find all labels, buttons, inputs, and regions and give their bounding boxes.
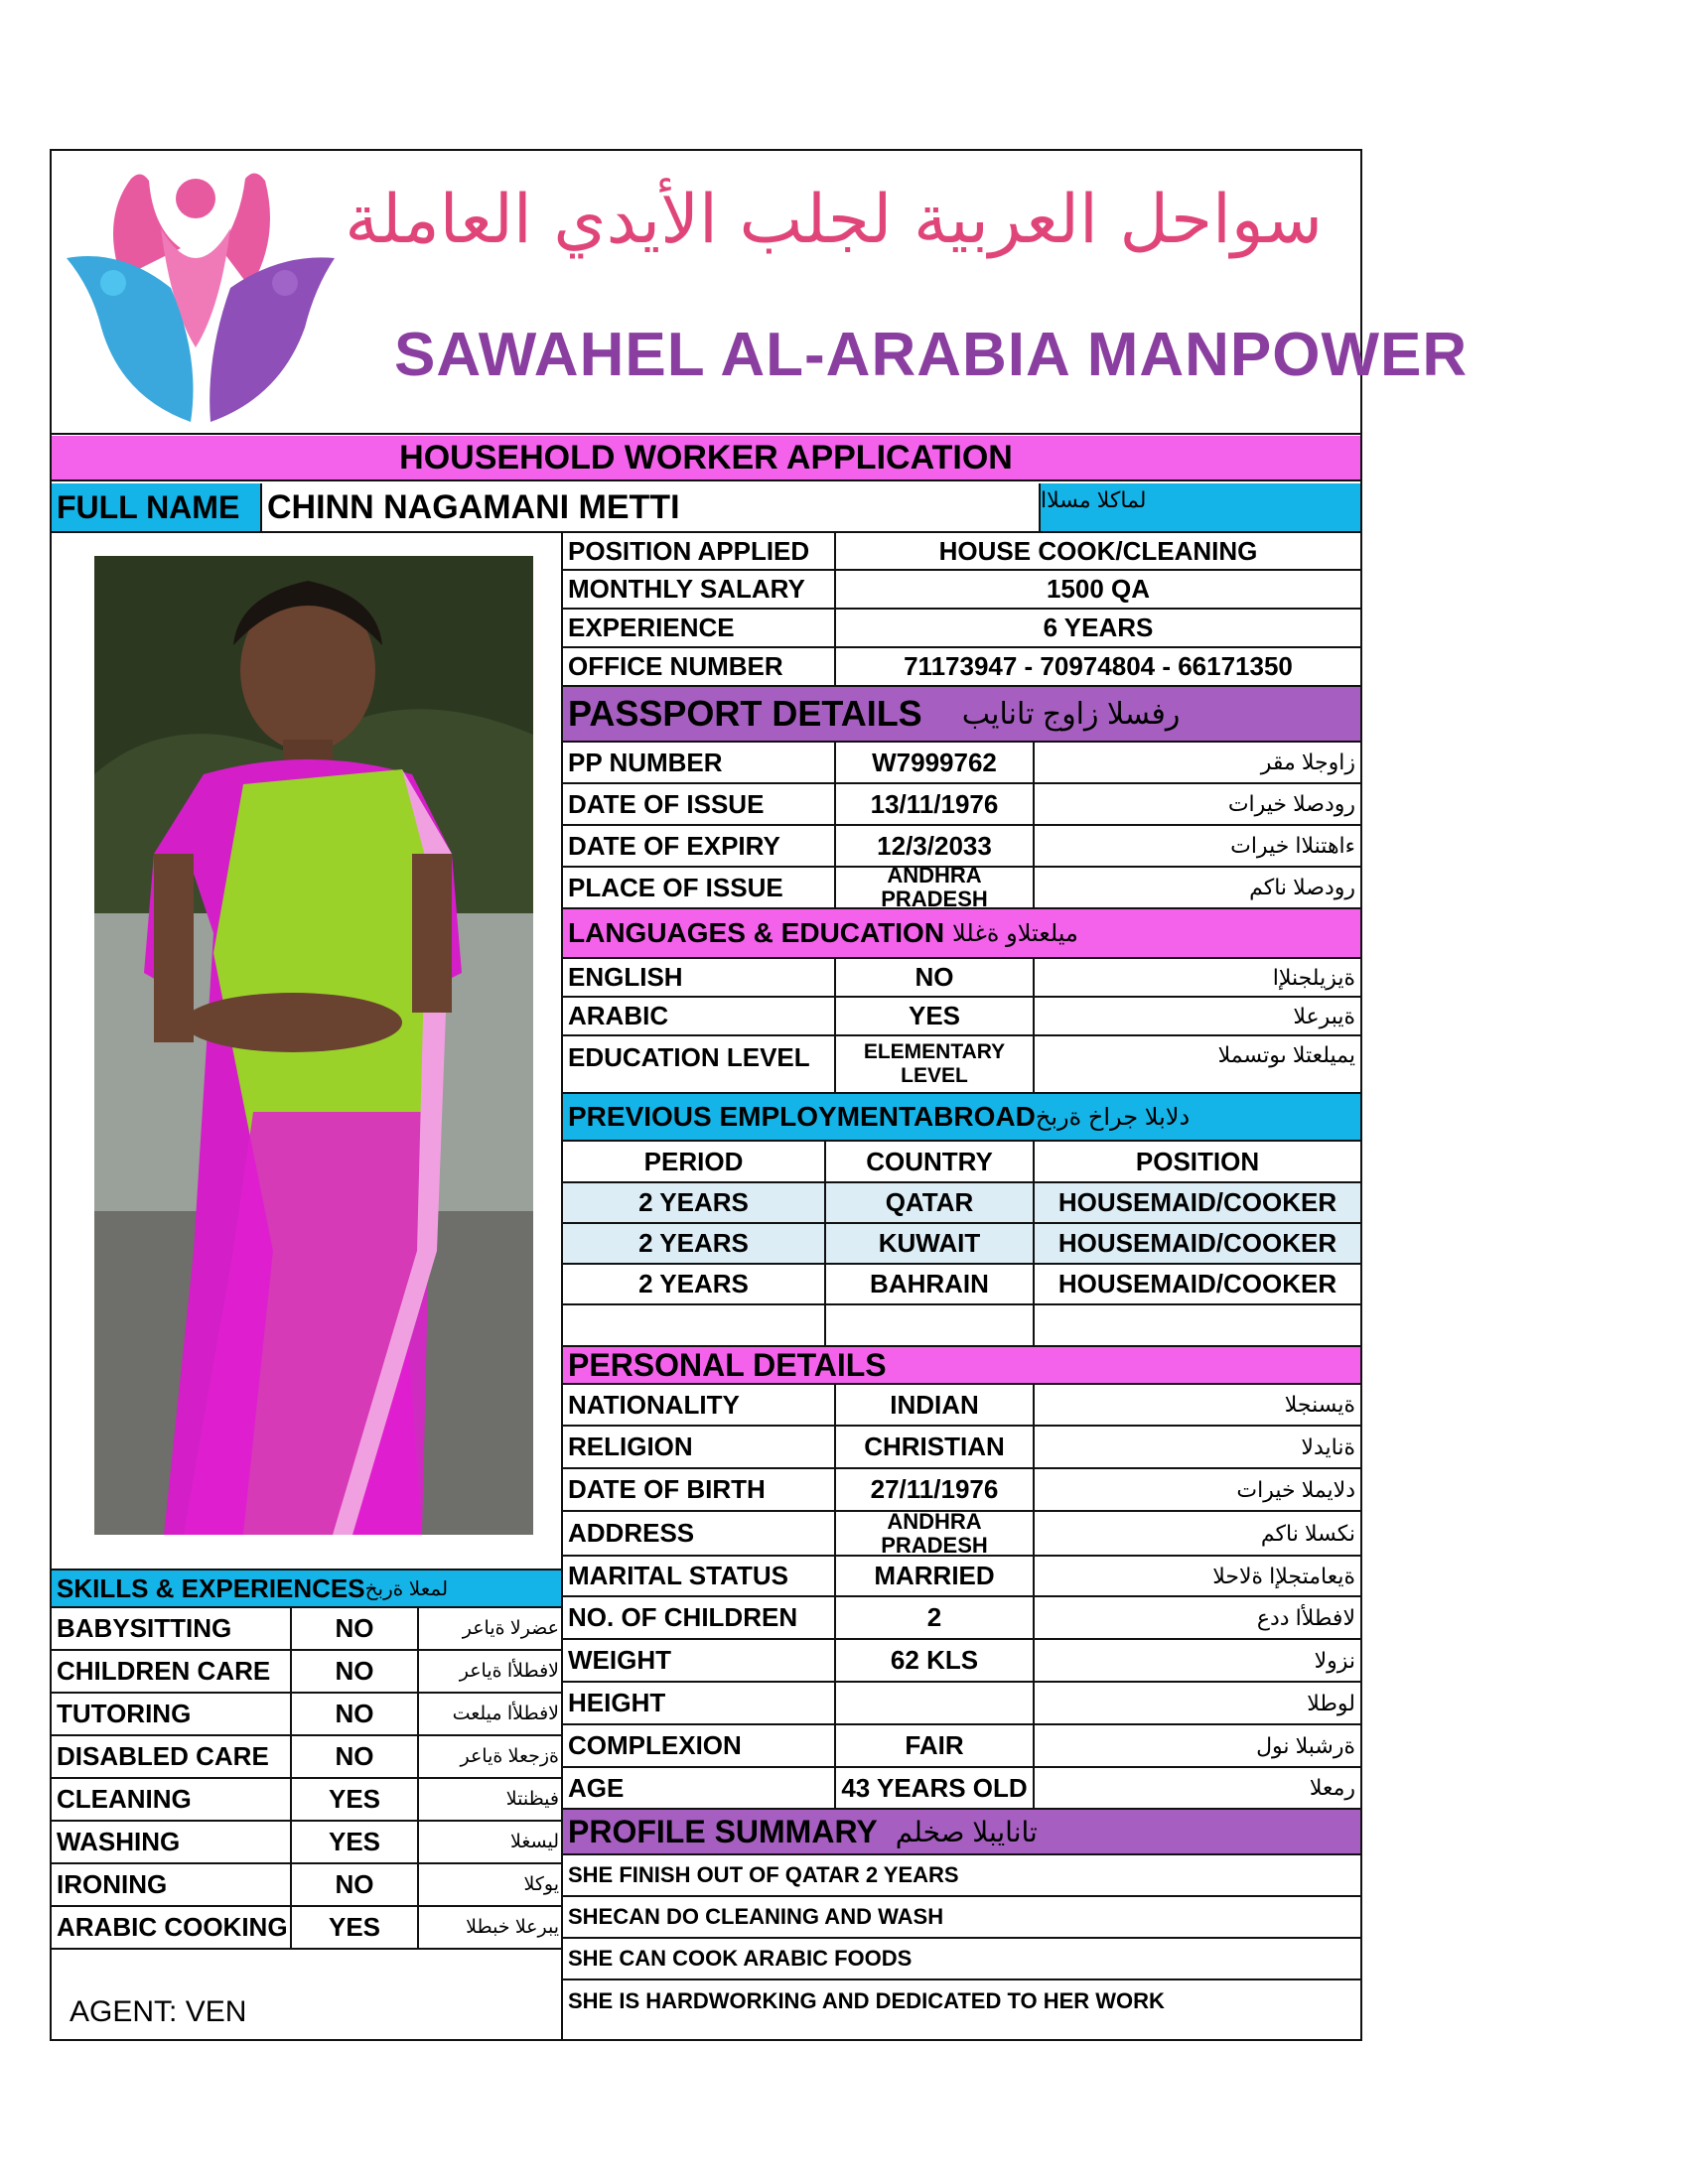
skill-arabic: ليسغلا bbox=[419, 1822, 561, 1864]
skill-value: NO bbox=[292, 1694, 419, 1736]
employment-column-period: PERIOD bbox=[563, 1142, 826, 1183]
job-value-office: 71173947 - 70974804 - 66171350 bbox=[836, 648, 1360, 687]
job-label-position: POSITION APPLIED bbox=[563, 533, 836, 571]
passport-arabic: زاوجلا مقر bbox=[1035, 743, 1360, 784]
skill-value: NO bbox=[292, 1864, 419, 1907]
personal-value: MARRIED bbox=[836, 1557, 1035, 1597]
languages-heading-en: LANGUAGES & EDUCATION bbox=[568, 917, 945, 948]
skill-label: TUTORING bbox=[52, 1694, 292, 1736]
personal-label: DATE OF BIRTH bbox=[563, 1469, 836, 1512]
employment-heading bbox=[563, 1094, 1360, 1142]
employment-position: HOUSEMAID/COOKER bbox=[1035, 1183, 1360, 1224]
full-name-arabic: لماكلا مسلاا bbox=[1039, 483, 1360, 533]
employment-period: 2 YEARS bbox=[563, 1183, 826, 1224]
skill-label: ARABIC COOKING bbox=[52, 1907, 292, 1950]
employment-period: 2 YEARS bbox=[563, 1224, 826, 1265]
skill-arabic: يوكلا bbox=[419, 1864, 561, 1907]
personal-label: AGE bbox=[563, 1768, 836, 1810]
language-value: NO bbox=[836, 959, 1035, 998]
language-value: YES bbox=[836, 998, 1035, 1036]
personal-arabic: ةرشبلا نول bbox=[1035, 1725, 1360, 1768]
full-name-value: CHINN NAGAMANI METTI bbox=[262, 483, 1039, 533]
personal-label: HEIGHT bbox=[563, 1683, 836, 1725]
personal-value: CHRISTIAN bbox=[836, 1427, 1035, 1469]
personal-label: WEIGHT bbox=[563, 1640, 836, 1683]
skill-label: CLEANING bbox=[52, 1779, 292, 1822]
passport-heading-ar: رفسلا زاوج تانايب bbox=[961, 697, 1181, 731]
profile-heading-ar: تانايبلا صخلم bbox=[895, 1816, 1038, 1847]
form-title: HOUSEHOLD WORKER APPLICATION bbox=[52, 436, 1360, 481]
languages-heading-ar: ميلعتلاو ةغللا bbox=[952, 919, 1078, 947]
passport-arabic: ءاهتنلاا خيرات bbox=[1035, 826, 1360, 868]
employment-country: QATAR bbox=[826, 1183, 1035, 1224]
employment-period: 2 YEARS bbox=[563, 1265, 826, 1305]
language-arabic: ةيزيلجنلإا bbox=[1035, 959, 1360, 998]
personal-arabic: رمعلا bbox=[1035, 1768, 1360, 1810]
personal-label: NATIONALITY bbox=[563, 1385, 836, 1427]
company-logo bbox=[62, 159, 340, 427]
job-value-position: HOUSE COOK/CLEANING bbox=[836, 533, 1360, 571]
employment-column-country: COUNTRY bbox=[826, 1142, 1035, 1183]
personal-value: FAIR bbox=[836, 1725, 1035, 1768]
skill-value: NO bbox=[292, 1651, 419, 1694]
passport-arabic: رودصلا ناكم bbox=[1035, 868, 1360, 909]
personal-value: 2 bbox=[836, 1597, 1035, 1640]
skill-arabic: عضرلا ةياعر bbox=[419, 1608, 561, 1651]
personal-label: NO. OF CHILDREN bbox=[563, 1597, 836, 1640]
skill-label: BABYSITTING bbox=[52, 1608, 292, 1651]
education-value: ELEMENTARY LEVEL bbox=[836, 1036, 1035, 1094]
skill-value: NO bbox=[292, 1736, 419, 1779]
personal-arabic: نكسلا ناكم bbox=[1035, 1512, 1360, 1557]
language-arabic: ةيبرعلا bbox=[1035, 998, 1360, 1036]
skill-arabic: ةزجعلا ةياعر bbox=[419, 1736, 561, 1779]
skill-label: WASHING bbox=[52, 1822, 292, 1864]
passport-arabic: رودصلا خيرات bbox=[1035, 784, 1360, 826]
skill-arabic: فيظنتلا bbox=[419, 1779, 561, 1822]
personal-label: ADDRESS bbox=[563, 1512, 836, 1557]
passport-label: PP NUMBER bbox=[563, 743, 836, 784]
personal-label: RELIGION bbox=[563, 1427, 836, 1469]
language-label: ARABIC bbox=[563, 998, 836, 1036]
personal-arabic: لافطلأا ددع bbox=[1035, 1597, 1360, 1640]
passport-value: ANDHRA PRADESH bbox=[836, 868, 1035, 909]
skill-label: DISABLED CARE bbox=[52, 1736, 292, 1779]
profile-line: SHE FINISH OUT OF QATAR 2 YEARS bbox=[563, 1855, 1360, 1897]
profile-line: SHE IS HARDWORKING AND DEDICATED TO HER WORK bbox=[568, 1988, 1165, 2013]
employment-heading-en: PREVIOUS EMPLOYMENTABROAD bbox=[568, 1101, 1036, 1132]
personal-arabic: لوطلا bbox=[1035, 1683, 1360, 1725]
worker-photo bbox=[94, 556, 533, 1535]
personal-arabic: ةيسنجلا bbox=[1035, 1385, 1360, 1427]
language-label: ENGLISH bbox=[563, 959, 836, 998]
employment-country: BAHRAIN bbox=[826, 1265, 1035, 1305]
company-name-arabic: سواحل العربية لجلب الأيدي العاملة bbox=[345, 181, 1323, 259]
job-value-salary: 1500 QA bbox=[836, 571, 1360, 610]
employment-position: HOUSEMAID/COOKER bbox=[1035, 1265, 1360, 1305]
employment-column-position: POSITION bbox=[1035, 1142, 1360, 1183]
personal-value bbox=[836, 1683, 1035, 1725]
personal-value: ANDHRA PRADESH bbox=[836, 1512, 1035, 1557]
skills-heading-en: SKILLS & EXPERIENCES bbox=[57, 1572, 365, 1603]
job-label-experience: EXPERIENCE bbox=[563, 610, 836, 648]
personal-value: 62 KLS bbox=[836, 1640, 1035, 1683]
profile-line: SHECAN DO CLEANING AND WASH bbox=[563, 1897, 1360, 1939]
skills-heading-ar: لمعلا ةربخ bbox=[364, 1577, 449, 1600]
header-box bbox=[52, 151, 1469, 435]
personal-label: COMPLEXION bbox=[563, 1725, 836, 1768]
personal-arabic: دلايملا خيرات bbox=[1035, 1469, 1360, 1512]
personal-arabic: نزولا bbox=[1035, 1640, 1360, 1683]
personal-label: MARITAL STATUS bbox=[563, 1557, 836, 1597]
skill-value: YES bbox=[292, 1907, 419, 1950]
skill-label: CHILDREN CARE bbox=[52, 1651, 292, 1694]
personal-arabic: ةنايدلا bbox=[1035, 1427, 1360, 1469]
personal-arabic: ةيعامتجلإا ةلاحلا bbox=[1035, 1557, 1360, 1597]
full-name-label: FULL NAME bbox=[52, 483, 262, 533]
skills-heading bbox=[52, 1569, 561, 1608]
skill-value: NO bbox=[292, 1608, 419, 1651]
skill-arabic: لافطلأا ميلعت bbox=[419, 1694, 561, 1736]
profile-heading bbox=[563, 1810, 1360, 1855]
personal-heading: PERSONAL DETAILS bbox=[563, 1347, 1360, 1385]
profile-heading-en: PROFILE SUMMARY bbox=[568, 1813, 878, 1849]
employment-heading-ar: دلابلا جراخ ةربخ bbox=[1035, 1103, 1191, 1131]
job-value-experience: 6 YEARS bbox=[836, 610, 1360, 648]
passport-value: 12/3/2033 bbox=[836, 826, 1035, 868]
company-name-english: SAWAHEL AL-ARABIA MANPOWER bbox=[394, 321, 1469, 389]
agent-label: AGENT: VEN bbox=[70, 1995, 247, 2028]
passport-value: 13/11/1976 bbox=[836, 784, 1035, 826]
profile-line: SHE CAN COOK ARABIC FOODS bbox=[563, 1939, 1360, 1980]
education-label: EDUCATION LEVEL bbox=[563, 1036, 836, 1094]
job-label-salary: MONTHLY SALARY bbox=[563, 571, 836, 610]
passport-heading-en: PASSPORT DETAILS bbox=[568, 693, 922, 734]
employment-position: HOUSEMAID/COOKER bbox=[1035, 1224, 1360, 1265]
skill-value: YES bbox=[292, 1822, 419, 1864]
passport-label: PLACE OF ISSUE bbox=[563, 868, 836, 909]
education-arabic: يميلعتلا ىوتسملا bbox=[1035, 1036, 1360, 1094]
personal-value: 43 YEARS OLD bbox=[836, 1768, 1035, 1810]
employment-empty-divider bbox=[1033, 1305, 1035, 1347]
woman-in-saree-photo bbox=[94, 556, 533, 1535]
skill-arabic: يبرعلا خبطلا bbox=[419, 1907, 561, 1950]
personal-value: INDIAN bbox=[836, 1385, 1035, 1427]
employment-empty-row bbox=[563, 1305, 1360, 1347]
employment-country: KUWAIT bbox=[826, 1224, 1035, 1265]
personal-value: 27/11/1976 bbox=[836, 1469, 1035, 1512]
languages-heading bbox=[563, 909, 1360, 959]
passport-value: W7999762 bbox=[836, 743, 1035, 784]
skill-label: IRONING bbox=[52, 1864, 292, 1907]
passport-label: DATE OF EXPIRY bbox=[563, 826, 836, 868]
job-label-office: OFFICE NUMBER bbox=[563, 648, 836, 687]
passport-label: DATE OF ISSUE bbox=[563, 784, 836, 826]
passport-heading bbox=[563, 687, 1360, 743]
skill-value: YES bbox=[292, 1779, 419, 1822]
skill-arabic: لافطلأا ةياعر bbox=[419, 1651, 561, 1694]
employment-empty-divider bbox=[824, 1305, 826, 1347]
